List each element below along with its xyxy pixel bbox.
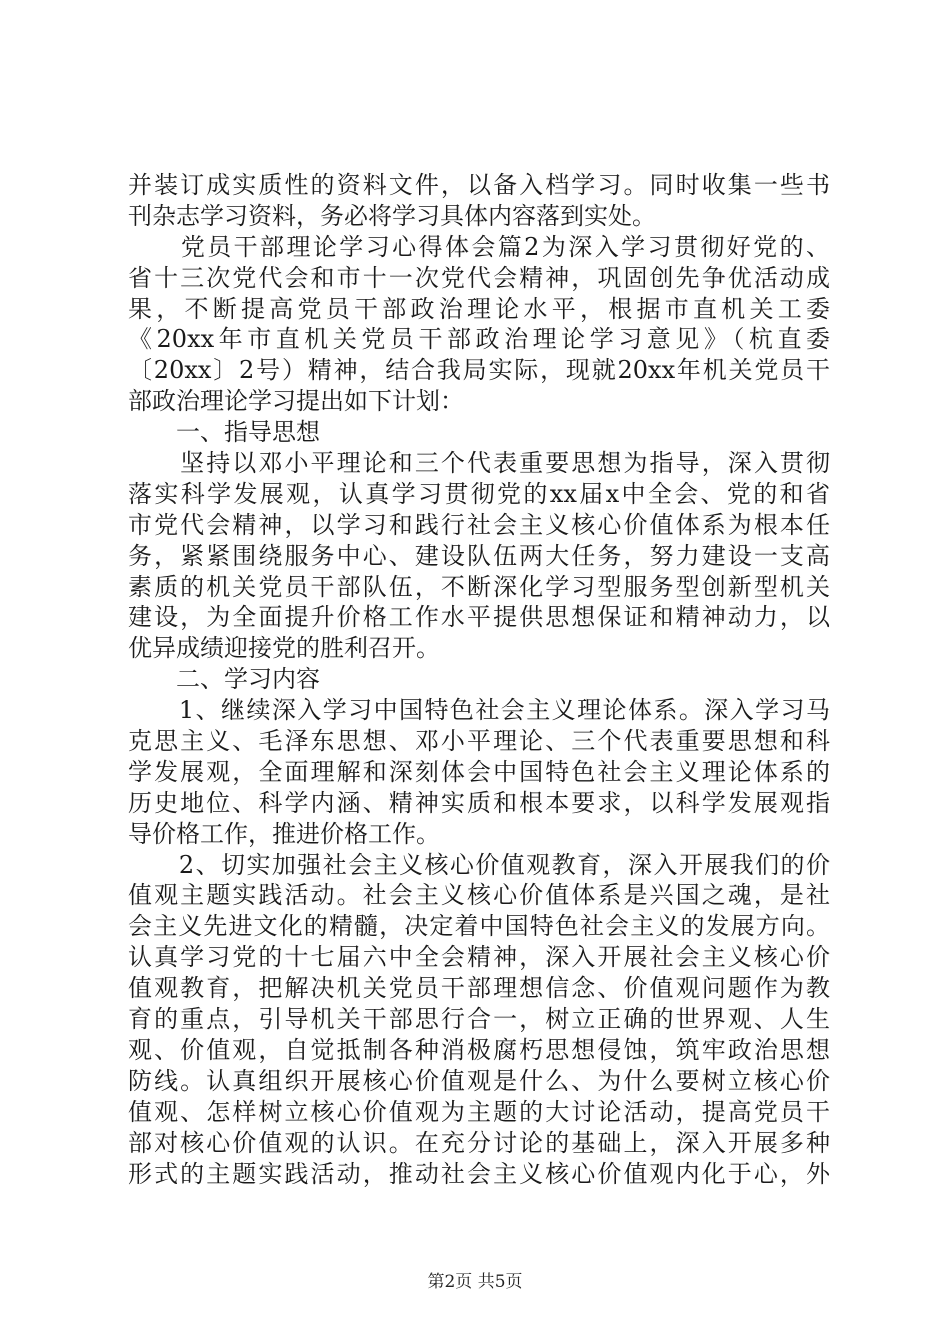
text-line: 务，紧紧围绕服务中心、建设队伍两大任务，努力建设一支高 [128, 541, 830, 570]
text-line: 1、继续深入学习中国特色社会主义理论体系。深入学习马 [128, 696, 830, 725]
text-line: 会主义先进文化的精髓，决定着中国特色社会主义的发展方向。 [128, 912, 830, 941]
page-number: 第2页 共5页 [427, 1272, 523, 1292]
section-heading: 一、指导思想 [128, 418, 320, 447]
text-line: 坚持以邓小平理论和三个代表重要思想为指导，深入贯彻 [128, 449, 830, 478]
text-line: 省十三次党代会和市十一次党代会精神，巩固创先争优活动成 [128, 263, 830, 292]
text-line: 学发展观，全面理解和深刻体会中国特色社会主义理论体系的 [128, 757, 830, 786]
text-line: 市党代会精神，以学习和践行社会主义核心价值体系为根本任 [128, 510, 830, 539]
section-heading: 二、学习内容 [128, 665, 320, 694]
text-line: 克思主义、毛泽东思想、邓小平理论、三个代表重要思想和科 [128, 727, 830, 756]
text-line: 部政治理论学习提出如下计划： [128, 387, 464, 416]
text-line: 值观、怎样树立核心价值观为主题的大讨论活动，提高党员干 [128, 1097, 830, 1126]
page-footer [0, 1270, 950, 1294]
text-line: 形式的主题实践活动，推动社会主义核心价值观内化于心，外 [128, 1159, 830, 1188]
text-line: 《20xx年市直机关党员干部政治理论学习意见》（杭直委 [128, 325, 830, 354]
text-line: 值观主题实践活动。社会主义核心价值体系是兴国之魂，是社 [128, 881, 830, 910]
text-line: 建设，为全面提升价格工作水平提供思想保证和精神动力，以 [128, 603, 830, 632]
text-line: 观、价值观，自觉抵制各种消极腐朽思想侵蚀，筑牢政治思想 [128, 1035, 830, 1064]
text-line: 并装订成实质性的资料文件，以备入档学习。同时收集一些书 [128, 171, 830, 199]
text-line: 素质的机关党员干部队伍，不断深化学习型服务型创新型机关 [128, 572, 830, 601]
text-line: 落实科学发展观，认真学习贯彻党的xx届x中全会、党的和省 [128, 479, 830, 508]
text-line: 党员干部理论学习心得体会篇2为深入学习贯彻好党的、 [128, 232, 830, 261]
text-line: 历史地位、科学内涵、精神实质和根本要求，以科学发展观指 [128, 788, 830, 817]
document-body [128, 170, 830, 1189]
text-line: 果，不断提高党员干部政治理论水平，根据市直机关工委 [128, 294, 830, 323]
text-line: 优异成绩迎接党的胜利召开。 [128, 634, 440, 663]
text-line: 值观教育，把解决机关党员干部理想信念、价值观问题作为教 [128, 974, 830, 1003]
text-line: 防线。认真组织开展核心价值观是什么、为什么要树立核心价 [128, 1066, 830, 1095]
text-line: 认真学习党的十七届六中全会精神，深入开展社会主义核心价 [128, 943, 830, 972]
text-line: 育的重点，引导机关干部思行合一，树立正确的世界观、人生 [128, 1005, 830, 1034]
text-line: 2、切实加强社会主义核心价值观教育，深入开展我们的价 [128, 850, 830, 879]
text-line: 部对核心价值观的认识。在充分讨论的基础上，深入开展多种 [128, 1128, 830, 1157]
text-line: 刊杂志学习资料，务必将学习具体内容落到实处。 [128, 201, 656, 230]
text-line: 〔20xx〕2号）精神，结合我局实际，现就20xx年机关党员干 [128, 356, 830, 385]
text-line: 导价格工作，推进价格工作。 [128, 819, 440, 848]
